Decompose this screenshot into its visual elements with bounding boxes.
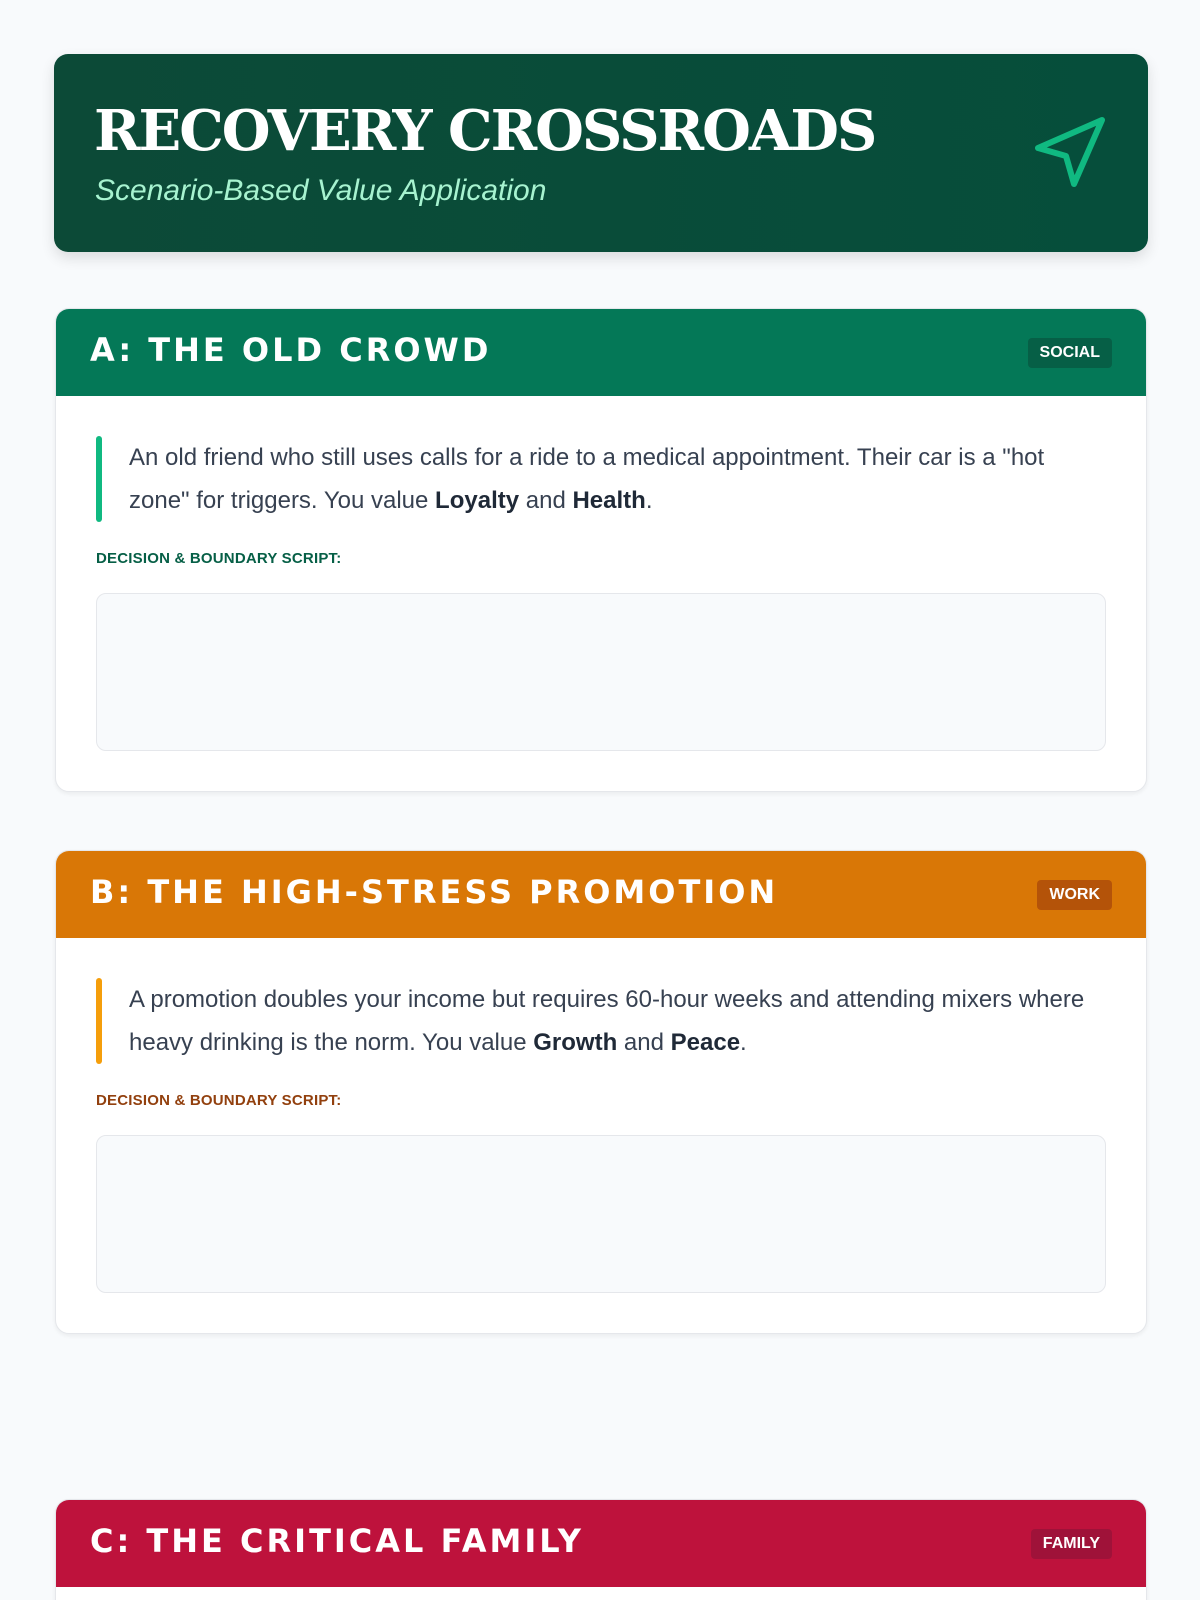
boundary-script-input[interactable] (96, 1135, 1106, 1293)
scenario-header (56, 851, 1146, 938)
category-badge: FAMILY (1031, 1529, 1112, 1559)
value-highlight: Peace (670, 1029, 741, 1056)
scenario-title: B: THE HIGH-STRESS PROMOTION (90, 873, 779, 911)
page-subtitle: Scenario-Based Value Application (95, 174, 547, 207)
scenario-text-joiner: and (617, 1029, 671, 1056)
page-title: RECOVERY CROSSROADS (94, 98, 876, 164)
script-label: DECISION & BOUNDARY SCRIPT: (96, 1092, 342, 1109)
scenario-card-social (55, 308, 1147, 792)
scenario-body (56, 938, 1146, 1333)
scenario-header (56, 309, 1146, 396)
scenario-text: An old friend who still uses calls for a ride to a medical appointment. Their car is a "hot zone" for triggers. You value (129, 444, 1045, 514)
scenario-description (96, 436, 1106, 522)
script-label: DECISION & BOUNDARY SCRIPT: (96, 550, 342, 567)
value-highlight: Growth (533, 1029, 618, 1056)
scenario-title: A: THE OLD CROWD (90, 331, 492, 369)
scenario-text-end: . (645, 487, 653, 514)
value-highlight: Loyalty (435, 487, 520, 514)
boundary-script-input[interactable] (96, 593, 1106, 751)
value-highlight: Health (572, 487, 646, 514)
scenario-title: C: THE CRITICAL FAMILY (90, 1522, 584, 1560)
navigation-arrow-icon (1032, 112, 1112, 192)
category-badge: SOCIAL (1028, 338, 1112, 368)
scenario-card-family (55, 1499, 1147, 1600)
scenario-card-work (55, 850, 1147, 1334)
scenario-text: A promotion doubles your income but requires 60-hour weeks and attending mixers where heavy drinking is the norm. You value (129, 986, 1085, 1056)
scenario-description (96, 978, 1106, 1064)
scenario-text-joiner: and (519, 487, 573, 514)
page-header (54, 54, 1148, 252)
scenario-header (56, 1500, 1146, 1587)
scenario-body (56, 396, 1146, 791)
category-badge: WORK (1037, 880, 1112, 910)
scenario-text-end: . (740, 1029, 747, 1056)
